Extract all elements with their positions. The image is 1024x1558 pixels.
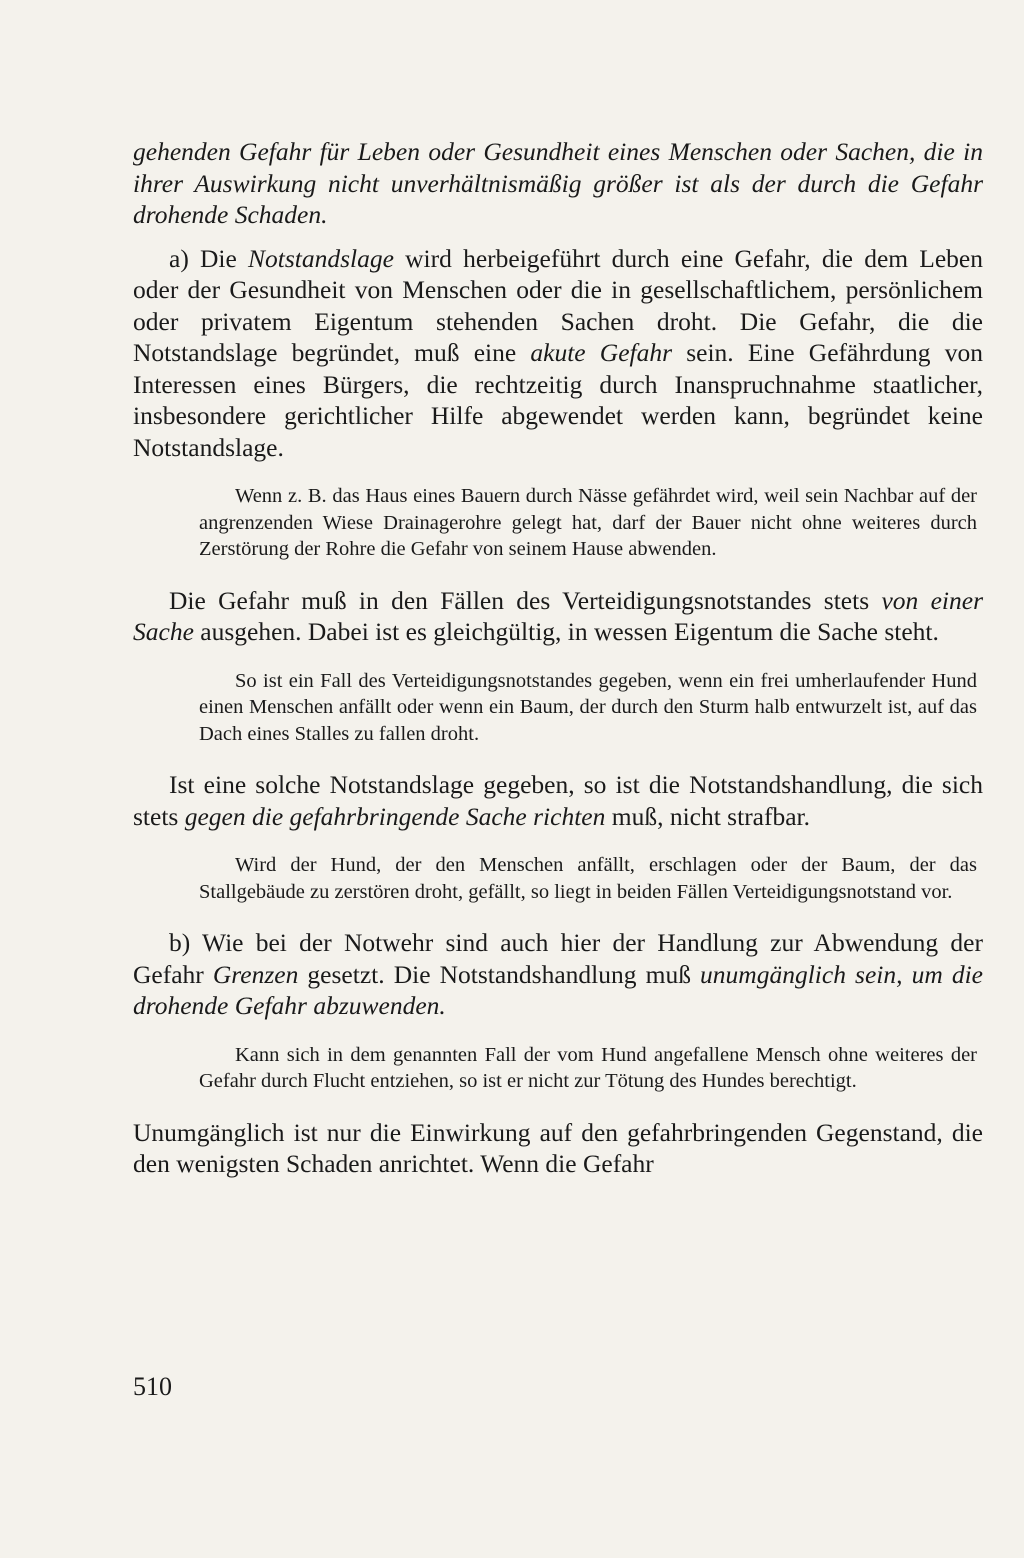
emphasis-notstandslage: Notstandslage <box>248 243 394 273</box>
paragraph-a-text: a) Die <box>169 243 249 273</box>
paragraph-handlung-text: Ist eine solche Notstandslage gegeben, so ist die Notstandshandlung, die sich stets <box>133 770 983 831</box>
page-body <box>133 136 983 1180</box>
example-paragraph-2: So ist ein Fall des Verteidigungsnotstandes gegeben, wenn ein frei umherlaufender Hund einen Menschen anfällt oder wenn ein Baum, der durch den Sturm halb entwurzelt ist, auf das Dach eines Stalles zu fallen droht. <box>199 669 977 745</box>
example-paragraph-4: Kann sich in dem genannten Fall der vom Hund angefallene Mensch ohne weiteres der Gefahr durch Flucht entziehen, so ist er nicht zur Tötung des Hundes berechtigt. <box>199 1043 977 1092</box>
paragraph-handlung-text: muß, nicht strafbar. <box>605 801 811 831</box>
paragraph-sache <box>133 585 983 648</box>
paragraph-sache-text: ausgehen. Dabei ist es gleichgültig, in wessen Eigentum die Sache steht. <box>193 617 939 646</box>
intro-paragraph: gehenden Gefahr für Leben oder Gesundheit eines Menschen oder Sachen, die in ihrer Auswirkung nicht unverhältnismäßig größer ist als der durch die Gefahr drohende Schaden. <box>133 137 983 229</box>
emphasis-grenzen: Grenzen <box>212 959 299 989</box>
paragraph-a-text: wird herbeigeführt durch eine Gefahr, die dem Leben oder der Gesundheit von Menschen oder die in gesellschaftlichem, persönlichem oder privatem Eigentum stehenden Sachen droht. Die Gefahr, die die Notstandslage begründet, muß eine <box>133 243 983 367</box>
page-number: 510 <box>133 1372 172 1401</box>
paragraph-b <box>133 927 983 1022</box>
final-paragraph: Unumgänglich ist nur die Einwirkung auf den gefahrbringenden Gegenstand, die den wenigsten Schaden anrichtet. Wenn die Gefahr <box>133 1117 983 1178</box>
emphasis-gefahrbringende-sache: gegen die gefahrbringende Sache richten <box>184 801 606 831</box>
emphasis-akute-gefahr: akute Gefahr <box>530 338 673 367</box>
example-paragraph-1: Wenn z. B. das Haus eines Bauern durch Nässe gefährdet wird, weil sein Nachbar auf der angrenzenden Wiese Drainagerohre gelegt hat, darf der Bauer nicht ohne weiteres durch Zerstörung der Rohre die Gefahr von seinem Hause abwenden. <box>199 485 977 560</box>
example-paragraph-3: Wird der Hund, der den Menschen anfällt, erschlagen oder der Baum, der das Stallgebäude zu zerstören droht, gefällt, so liegt in beiden Fällen Verteidigungsnotstand vor. <box>199 854 977 903</box>
paragraph-sache-text: Die Gefahr muß in den Fällen des Verteidigungsnotstandes stets <box>169 585 882 615</box>
emphasis-unumgaenglich: unumgänglich sein, um die drohende Gefahr abzuwenden. <box>133 959 983 1020</box>
paragraph-a <box>133 243 983 464</box>
paragraph-a-text: sein. Eine Gefährdung von Interessen eines Bürgers, die rechtzeitig durch Inanspruchnahme staatlicher, insbesondere gerichtlicher Hilfe abgewendet werden kann, begründet keine Notstandslage. <box>133 338 983 462</box>
paragraph-b-text: b) Wie bei der Notwehr sind auch hier der Handlung zur Abwendung der Gefahr <box>133 928 983 989</box>
paragraph-handlung <box>133 769 983 832</box>
paragraph-b-text: gesetzt. Die Notstandshandlung muß <box>298 959 701 989</box>
emphasis-von-einer-sache: von einer Sache <box>133 585 983 646</box>
